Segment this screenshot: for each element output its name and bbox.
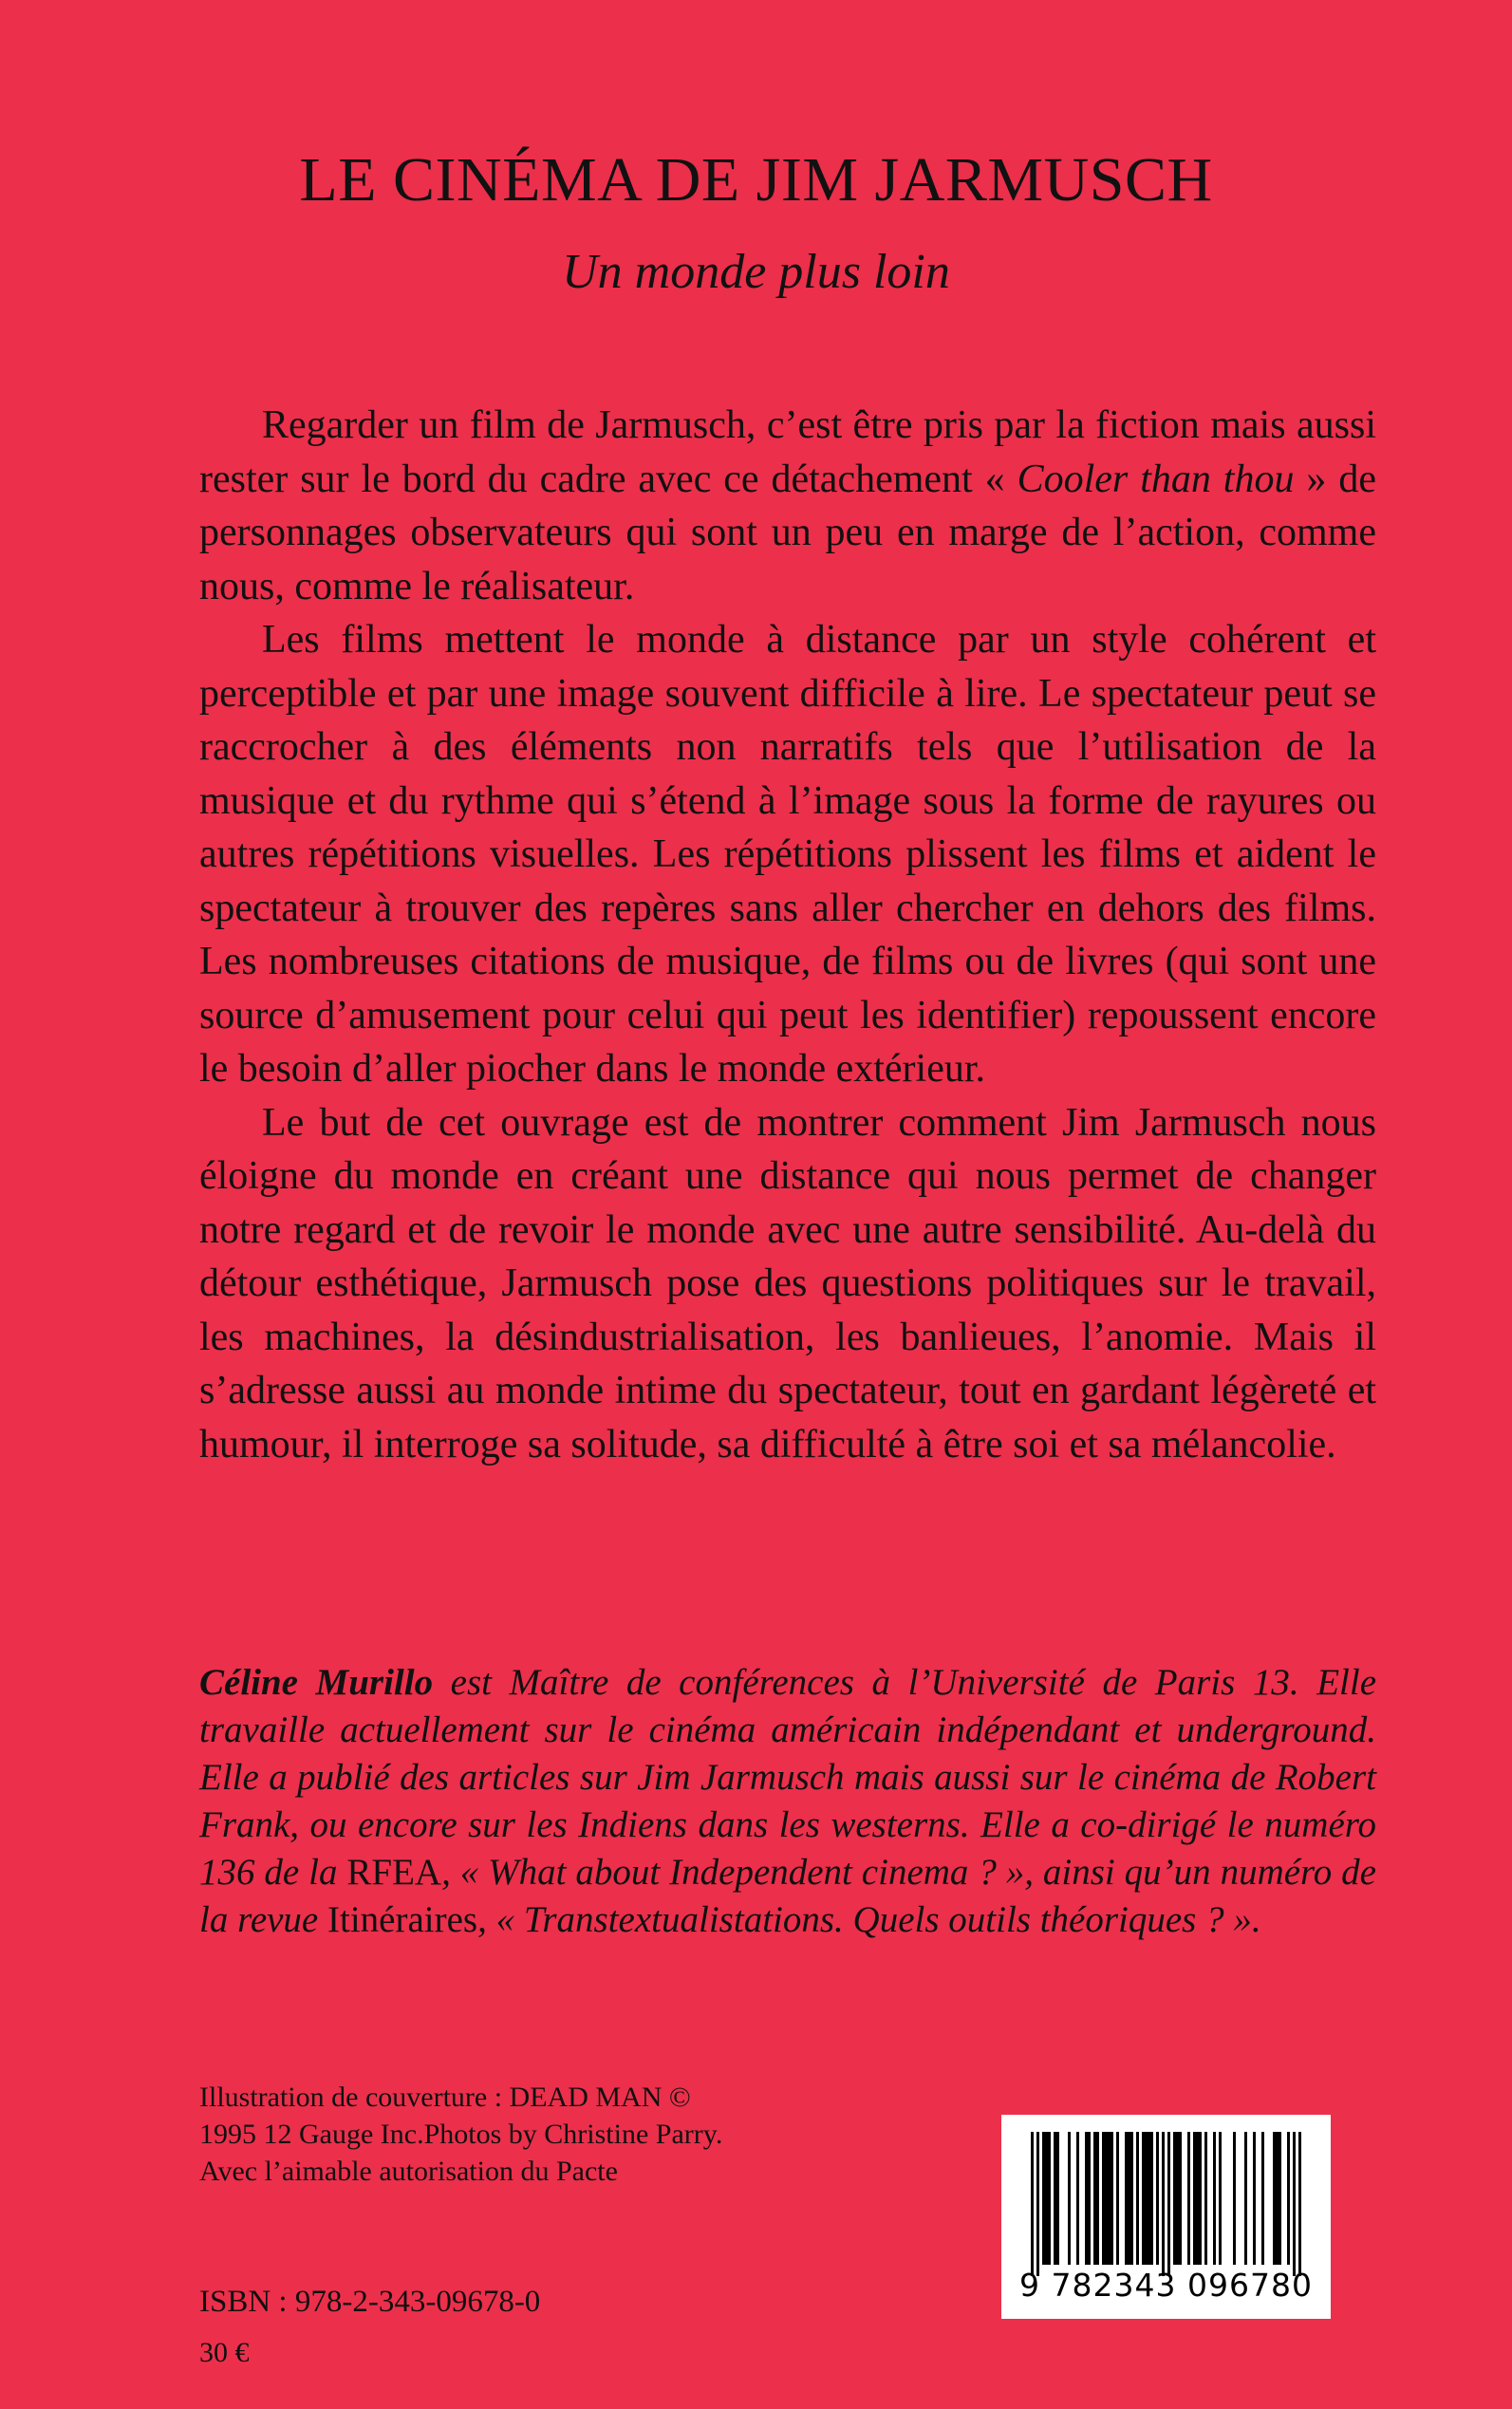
barcode-bar: [1219, 2132, 1222, 2265]
barcode-bar: [1276, 2132, 1279, 2265]
barcode-bar: [1176, 2132, 1179, 2265]
barcode-bar: [1142, 2132, 1145, 2265]
barcode-bar: [1102, 2132, 1105, 2265]
barcode-bar: [1148, 2132, 1150, 2265]
barcode-bar: [1233, 2132, 1236, 2265]
barcode: [1001, 2115, 1331, 2319]
barcode-bar: [1045, 2132, 1048, 2265]
author-bio-rfea: RFEA: [346, 1852, 442, 1893]
author-bio-journal: Itinéraires: [327, 1899, 478, 1940]
barcode-bar: [1031, 2132, 1034, 2276]
barcode-bar: [1054, 2132, 1056, 2265]
author-name: Céline Murillo: [199, 1662, 434, 1703]
blurb-p1-start: Regarder un film de Jarmusch, c’est être pris par la fiction mais aussi rester sur le bord du cadre avec ce détachement «: [199, 403, 1376, 501]
blurb-paragraph-1: [199, 399, 1376, 613]
barcode-bar: [1088, 2132, 1091, 2265]
barcode-bar: [1199, 2132, 1202, 2265]
barcode-bar: [1108, 2132, 1111, 2265]
book-subtitle: Un monde plus loin: [562, 245, 950, 299]
barcode-bar: [1179, 2132, 1182, 2265]
barcode-bar: [1105, 2132, 1108, 2265]
barcode-bar: [1048, 2132, 1051, 2265]
book-title: LE CINÉMA DE JIM JARMUSCH: [299, 145, 1213, 215]
barcode-bar: [1156, 2132, 1159, 2265]
barcode-bar: [1287, 2132, 1290, 2265]
barcode-bar: [1279, 2132, 1281, 2265]
credits-line-3: Avec l’aimable autorisation du Pacte: [199, 2156, 618, 2187]
barcode-bar: [1298, 2132, 1301, 2276]
barcode-bar: [1193, 2132, 1196, 2265]
barcode-bar: [1125, 2132, 1128, 2265]
blurb: [199, 399, 1376, 1471]
barcode-bar: [1273, 2132, 1276, 2265]
barcode-bar: [1136, 2132, 1139, 2265]
barcode-bar: [1093, 2132, 1096, 2265]
barcode-bar: [1128, 2132, 1130, 2265]
barcode-bar: [1253, 2132, 1256, 2265]
price-label: 30 €: [199, 2337, 250, 2368]
blurb-p1-end: » de personnages observateurs qui sont un peu en marge de l’action, comme nous, comme le réalisateur.: [199, 457, 1376, 608]
barcode-bar: [1261, 2132, 1264, 2265]
barcode-bar: [1196, 2132, 1199, 2265]
barcode-bar: [1111, 2132, 1113, 2265]
barcode-bar: [1145, 2132, 1148, 2265]
barcode-bar: [1204, 2132, 1207, 2265]
author-bio-text-3: , « Transtextualistations. Quels outils théoriques ? ».: [477, 1899, 1261, 1940]
barcode-bar: [1187, 2132, 1190, 2265]
barcode-bar: [1036, 2132, 1039, 2276]
author-bio: [199, 1659, 1376, 1944]
barcode-bar: [1173, 2132, 1176, 2265]
barcode-bar: [1162, 2132, 1165, 2276]
credits-line-1: Illustration de couverture : DEAD MAN ©: [199, 2082, 691, 2113]
credits-line-2: 1995 12 Gauge Inc.Photos by Christine Parry.: [199, 2119, 723, 2150]
blurb-p1-quote: Cooler than thou: [1017, 457, 1295, 501]
author-bio-text-1: est Maître de conférences à l’Université de Paris 13. Elle travaille actuellement sur le cinéma américain indépendant et underground. Elle a publié des articles sur Jim Jarmusch mais aussi sur le cinéma de Robert Frank, ou encore sur les Indiens dans les westerns. Elle a co-dirigé le numéro 136 de la: [199, 1662, 1377, 1893]
barcode-bar: [1130, 2132, 1133, 2265]
barcode-bar: [1293, 2132, 1296, 2276]
barcode-bar: [1042, 2132, 1045, 2265]
barcode-bar: [1150, 2132, 1153, 2265]
barcode-digits: 9 782343 096780: [1019, 2267, 1313, 2304]
barcode-bar: [1213, 2132, 1216, 2265]
barcode-bar: [1244, 2132, 1247, 2265]
author-bio-text-2: , « What about Independent cinema ? », ainsi qu’un numéro de la revue: [199, 1852, 1376, 1940]
isbn-label: ISBN : 978-2-343-09678-0: [199, 2285, 541, 2319]
blurb-paragraph-2: Les films mettent le monde à distance par un style cohérent et perceptible et par une image souvent difficile à lire. Le spectateur peut se raccrocher à des éléments non narratifs tels que l’utilisation de la musique et du rythme qui s’étend à l’image sous la forme de rayures ou autres répétitions visuelles. Les répétitions plissent les films et aident le spectateur à trouver des repères sans aller chercher en dehors des films. Les nombreuses citations de musique, de films ou de livres (qui sont une source d’amusement pour celui qui peut les identifier) repoussent encore le besoin d’aller piocher dans le monde extérieur.: [199, 618, 1376, 1091]
barcode-bar: [1085, 2132, 1088, 2265]
barcode-bar: [1076, 2132, 1079, 2265]
barcode-bar: [1056, 2132, 1059, 2265]
barcode-bar: [1068, 2132, 1071, 2265]
barcode-bar: [1167, 2132, 1170, 2276]
barcode-bar: [1116, 2132, 1119, 2265]
barcode-bar: [1096, 2132, 1099, 2265]
illustration-credits: [199, 2079, 864, 2190]
blurb-paragraph-3: Le but de cet ouvrage est de montrer comment Jim Jarmusch nous éloigne du monde en créant une distance qui nous permet de changer notre regard et de revoir le monde avec une autre sensibilité. Au-delà du détour esthétique, Jarmusch pose des questions politiques sur le travail, les machines, la désindustrialisation, les banlieues, l’anomie. Mais il s’adresse aussi au monde intime du spectateur, tout en gardant légèreté et humour, il interroge sa solitude, sa difficulté à être soi et sa mélancolie.: [199, 1100, 1376, 1466]
